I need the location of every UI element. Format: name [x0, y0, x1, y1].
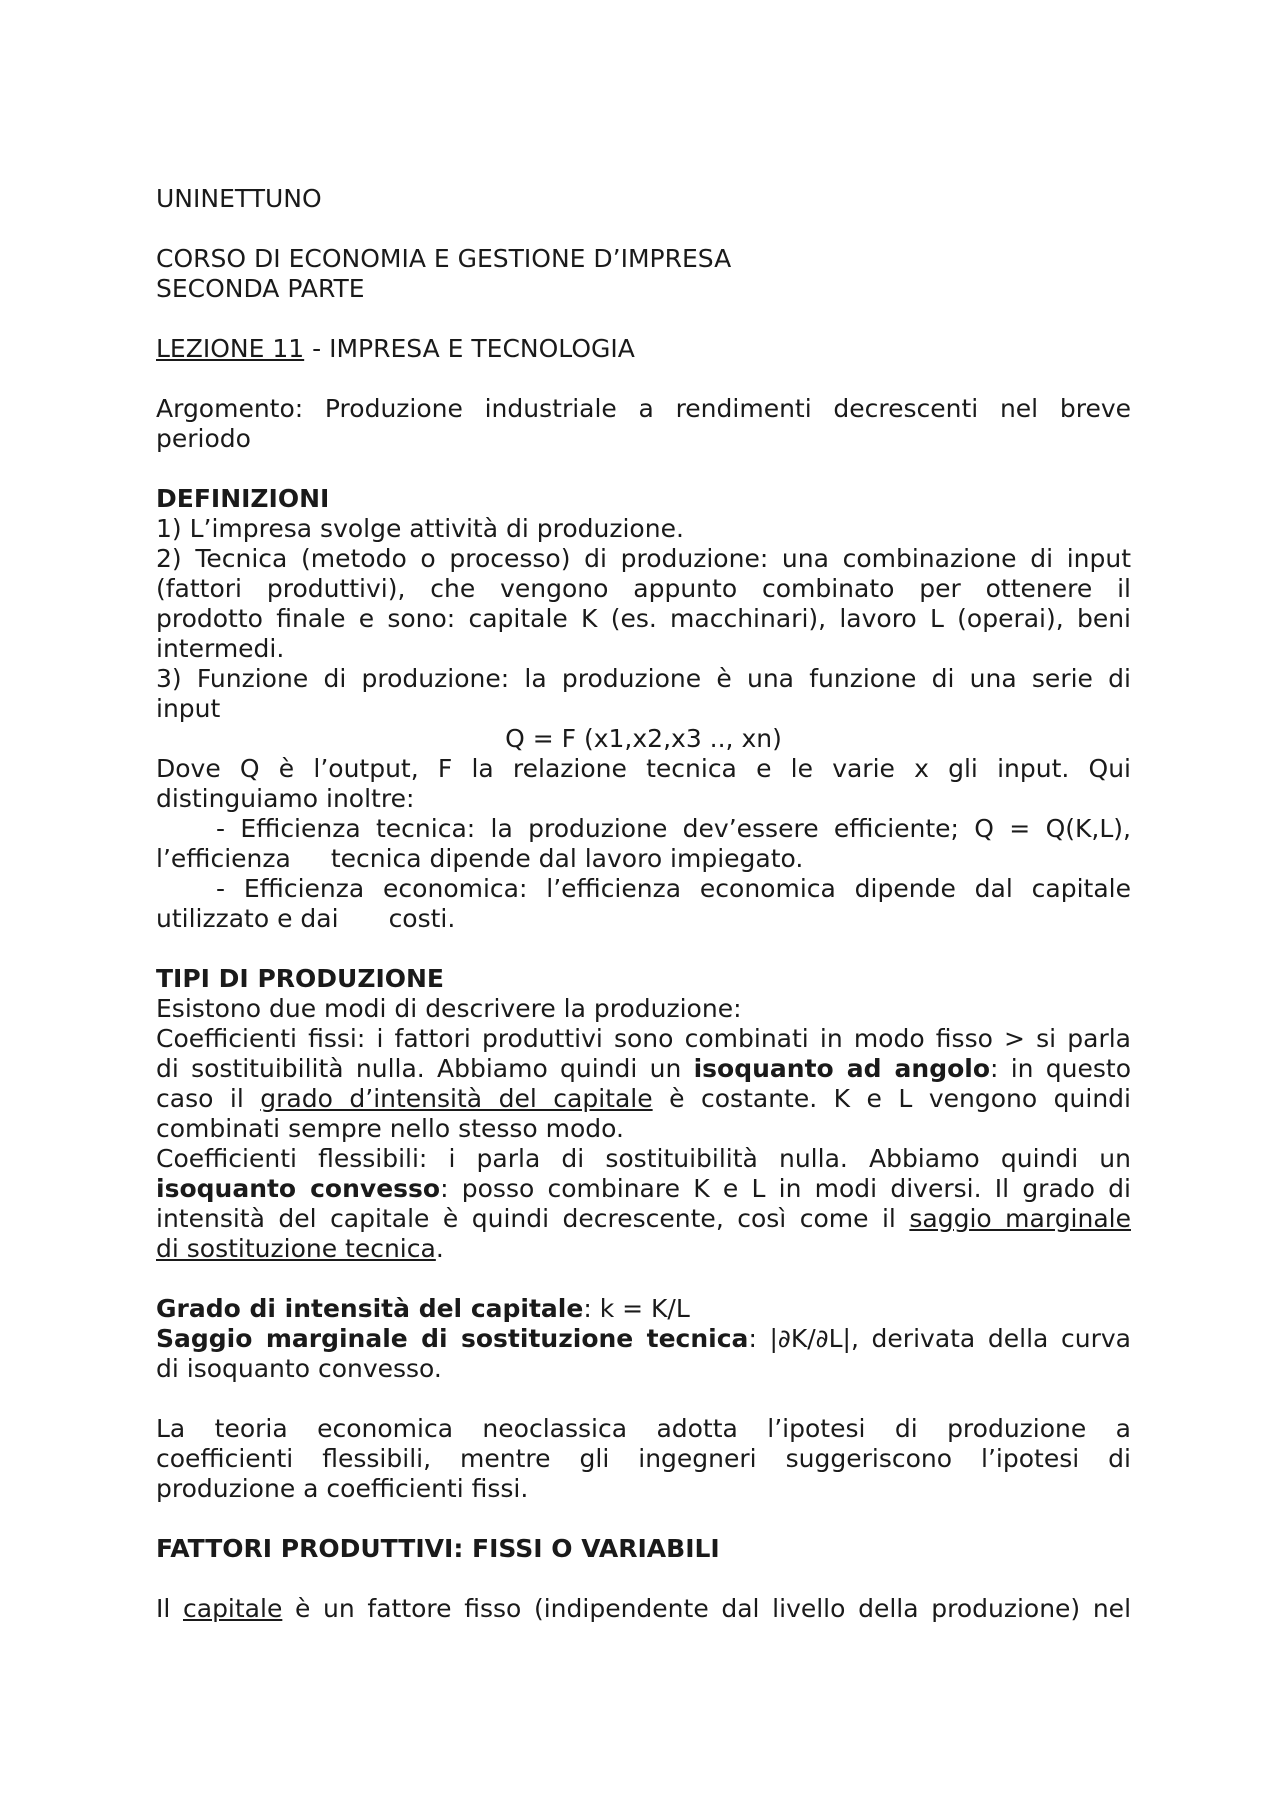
tipi-line — [156, 1054, 1131, 1084]
saggio-marginale-link: saggio marginale — [909, 1204, 1131, 1233]
teoria-line: La teoria economica neoclassica adotta l’ipotesi di produzione a — [156, 1414, 1131, 1443]
tipi-text: caso il — [156, 1084, 261, 1113]
course-subtitle: SECONDA PARTE — [156, 274, 365, 303]
grado-intensita-link: grado d’intensità del capitale — [260, 1084, 653, 1113]
lesson-link: LEZIONE 11 — [156, 334, 305, 363]
tipi-text: : posso combinare K e L in modi diversi. Il grado di — [440, 1174, 1131, 1203]
isoquanto-convesso: isoquanto convesso — [156, 1174, 441, 1203]
definition-line: (fattori produttivi), che vengono appunto combinato per ottenere il — [156, 574, 1131, 603]
topic-line-2: periodo — [156, 424, 251, 453]
section-heading-fattori: FATTORI PRODUTTIVI: FISSI O VARIABILI — [156, 1534, 720, 1563]
fattori-text: Il — [156, 1594, 183, 1623]
tipi-line: combinati sempre nello stesso modo. — [156, 1114, 624, 1143]
formula-k-label: Grado di intensità del capitale — [156, 1294, 584, 1323]
tipi-text: è costante. K e L vengono quindi — [652, 1084, 1131, 1113]
definition-line: prodotto finale e sono: capitale K (es. macchinari), lavoro L (operai), beni — [156, 604, 1131, 633]
fattori-line — [156, 1594, 1131, 1624]
tipi-line — [156, 1204, 1131, 1234]
section-heading-tipi: TIPI DI PRODUZIONE — [156, 964, 445, 993]
topic-line-1: Argomento: Produzione industriale a rendimenti decrescenti nel breve — [156, 394, 1131, 423]
tipi-line: Coefficienti fissi: i fattori produttivi sono combinati in modo fisso > si parla — [156, 1024, 1131, 1053]
definition-line: intermedi. — [156, 634, 285, 663]
formula-s-line-2: di isoquanto convesso. — [156, 1354, 442, 1383]
tipi-text: intensità del capitale è quindi decrescente, così come il — [156, 1204, 910, 1233]
efficienza-tecnica-line: - Efficienza tecnica: la produzione dev’essere efficiente; Q = Q(K,L), — [216, 814, 1131, 843]
tipi-text: di sostituibilità nulla. Abbiamo quindi un — [156, 1054, 694, 1083]
isoquanto-ad-angolo: isoquanto ad angolo — [693, 1054, 991, 1083]
formula-k-value: : k = K/L — [583, 1294, 690, 1323]
definition-line: input — [156, 694, 221, 723]
efficienza-tecnica-line-2 — [156, 844, 1131, 874]
section-heading-definizioni: DEFINIZIONI — [156, 484, 330, 513]
tipi-line: Coefficienti flessibili: i parla di sostituibilità nulla. Abbiamo quindi un — [156, 1144, 1131, 1173]
teoria-line: produzione a coefficienti fissi. — [156, 1474, 529, 1503]
definition-line: distinguiamo inoltre: — [156, 784, 415, 813]
course-title: CORSO DI ECONOMIA E GESTIONE D’IMPRESA — [156, 244, 732, 273]
sostituzione-tecnica-link: di sostituzione tecnica — [156, 1234, 436, 1263]
definition-line: 1) L’impresa svolge attività di produzione. — [156, 514, 684, 543]
tipi-text: . — [435, 1234, 444, 1263]
definition-line: 2) Tecnica (metodo o processo) di produzione: una combinazione di input — [156, 544, 1131, 573]
definition-line: 3) Funzione di produzione: la produzione è una funzione di una serie di — [156, 664, 1131, 693]
tipi-line — [156, 1234, 1131, 1264]
efficienza-economica-line-2 — [156, 904, 1131, 934]
definition-line: Dove Q è l’output, F la relazione tecnica e le varie x gli input. Qui — [156, 754, 1131, 783]
lesson-title-rest: - IMPRESA E TECNOLOGIA — [304, 334, 635, 363]
production-formula: Q = F (x1,x2,x3 .., xn) — [505, 724, 782, 753]
efficienza-economica-part: costi. — [388, 904, 456, 933]
efficienza-tecnica-part: tecnica dipende dal lavoro impiegato. — [330, 844, 804, 873]
document-body — [156, 184, 1131, 1624]
tipi-line — [156, 1174, 1131, 1204]
efficienza-economica-part: utilizzato e dai — [156, 904, 339, 933]
fattori-text: è un fattore fisso (indipendente dal livello della produzione) nel — [282, 1594, 1132, 1623]
tipi-line: Esistono due modi di descrivere la produzione: — [156, 994, 742, 1023]
capitale-link: capitale — [183, 1594, 283, 1623]
school-name: UNINETTUNO — [156, 184, 322, 213]
formula-k-line — [156, 1294, 1131, 1324]
formula-s-line — [156, 1324, 1131, 1354]
formula-s-value: : |∂K/∂L|, derivata della curva — [748, 1324, 1131, 1353]
teoria-line: coefficienti flessibili, mentre gli ingegneri suggeriscono l’ipotesi di — [156, 1444, 1131, 1473]
tipi-text: : in questo — [990, 1054, 1131, 1083]
lesson-title — [156, 334, 1131, 364]
tipi-line — [156, 1084, 1131, 1114]
efficienza-economica-line: - Efficienza economica: l’efficienza economica dipende dal capitale — [216, 874, 1131, 903]
efficienza-tecnica-part: l’efficienza — [156, 844, 291, 873]
formula-s-label: Saggio marginale di sostituzione tecnica — [156, 1324, 749, 1353]
